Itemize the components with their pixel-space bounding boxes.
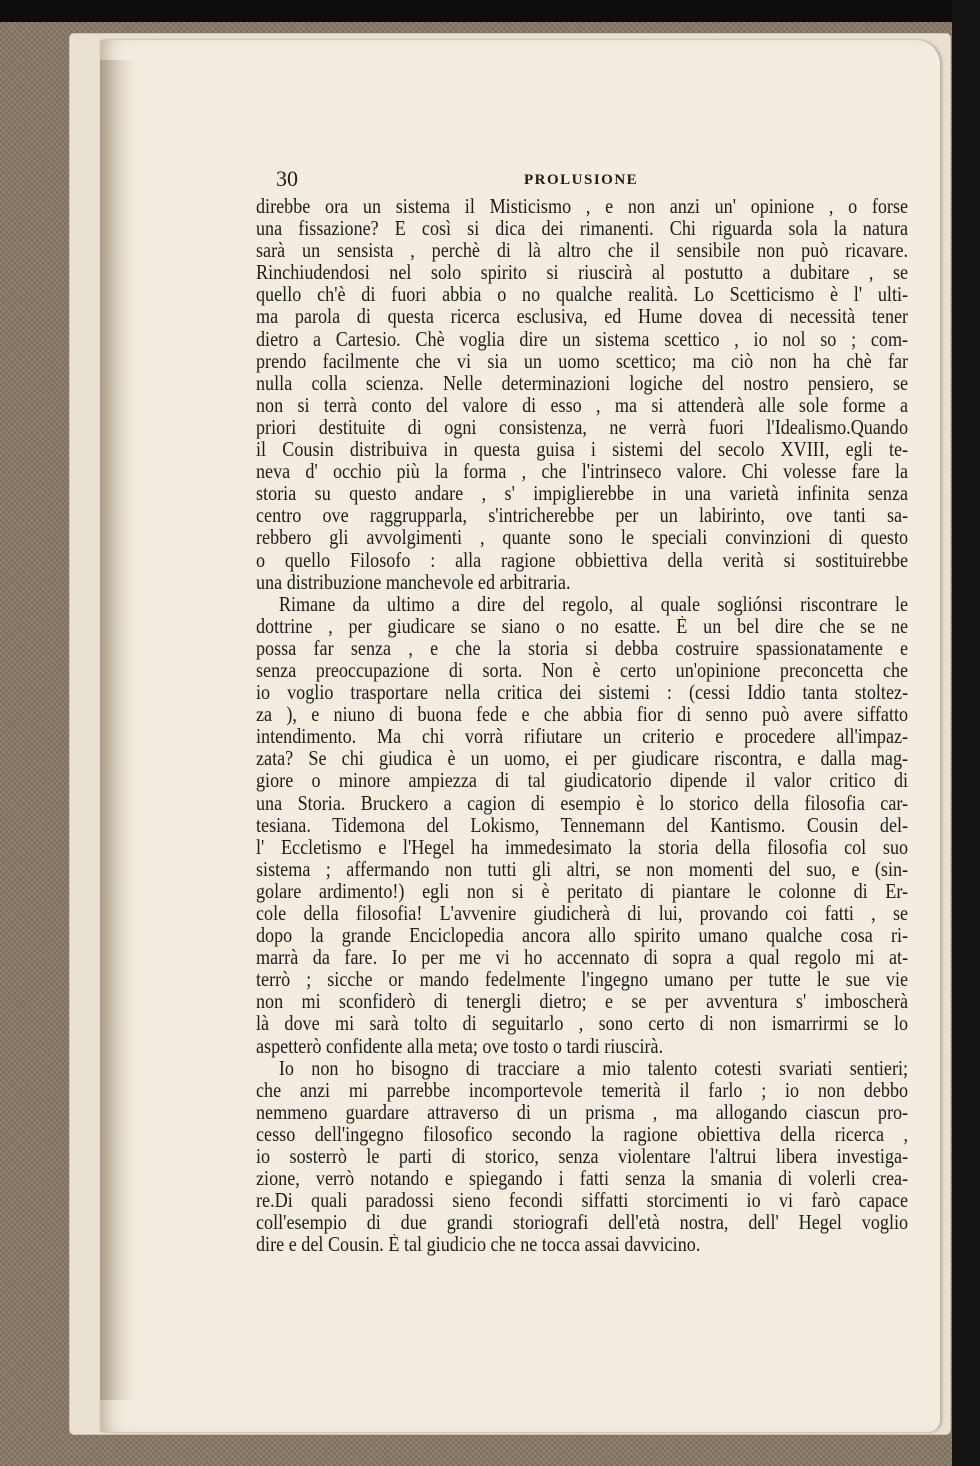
text-line: quello ch'è di fuori abbia o no qualche realità. Lo Scetticismo è l' ulti- <box>256 284 909 307</box>
text-line: dottrine , per giudicare se siano o no esatte. È un bel dire che se ne <box>256 615 909 638</box>
text-line: priori destituite di ogni consistenza, ne verrà fuori l'Idealismo.Quando <box>256 416 909 439</box>
text-line: zata? Se chi giudica è un uomo, ei per giudicare riscontra, e dalla mag- <box>256 748 909 771</box>
text-line: nulla colla scienza. Nelle determinazioni logiche del nostro pensiero, se <box>256 372 909 395</box>
text-line: za ), e niuno di buona fede e che abbia fior di senno può avere siffatto <box>256 704 909 727</box>
text-line: una fissazione? E così si dica dei rimanenti. Chi riguarda sola la natura <box>256 218 909 241</box>
text-line: non si terrà conto del valore di esso , ma si attenderà alle sole forme a <box>256 394 909 417</box>
text-line: io sosterrò le parti di storico, senza violentare l'altrui libera investiga- <box>256 1146 909 1169</box>
text-line: marrà da fare. Io per me vi ho accennato di sopra a qual regolo mi at- <box>256 947 909 970</box>
text-line: giore o minore ampiezza di tal giudicatorio dipende il valor critico di <box>256 770 909 793</box>
text-line: direbbe ora un sistema il Misticismo , e non anzi un' opinione , o forse <box>256 196 909 218</box>
running-title: PROLUSIONE <box>524 172 639 188</box>
text-line: Rinchiudendosi nel solo spirito si riuscirà al postutto a dubitare , se <box>256 262 909 285</box>
body-text <box>256 196 909 1257</box>
text-line: centro ove raggrupparla, s'intricherebbe per un labirinto, ove tanti sa- <box>256 505 909 528</box>
text-line: il Cousin distribuiva in questa guisa i sistemi del secolo XVIII, egli te- <box>256 439 909 462</box>
text-line: dopo la grande Enciclopedia ancora allo spirito umano qualche cosa ri- <box>256 925 909 948</box>
text-line: dietro a Cartesio. Chè voglia dire un sistema scettico , io nol so ; com- <box>256 328 909 351</box>
text-line: zione, verrò notando e spiegando i fatti senza la smania di volerli crea- <box>256 1168 909 1191</box>
text-line: storia su questo andare , s' impiglierebbe in una varietà infinita senza <box>256 483 909 506</box>
text-line: ma parola di questa ricerca esclusiva, ed Hume dovea di necessità tener <box>256 306 909 329</box>
text-line: l' Eccletismo e l'Hegel ha immedesimato la storia della filosofia col suo <box>256 836 909 859</box>
text-line: Io non ho bisogno di tracciare a mio talento cotesti svariati sentieri; <box>278 1057 909 1080</box>
page-gutter-shadow <box>100 60 136 1400</box>
text-line: nemmeno guardare attraverso di un prisma , ma allogando ciascun pro- <box>256 1101 909 1124</box>
text-line: possa far senza , e che la storia si debba costruire spassionatamente e <box>256 637 909 660</box>
text-line: io voglio trasportare nella critica dei sistemi : (cessi Iddio tanta stoltez- <box>256 682 909 705</box>
page-header <box>258 166 908 194</box>
text-line: una distribuzione manchevole ed arbitraria. <box>256 571 571 594</box>
text-line: prendo facilmente che vi sia un uomo scettico; ma ciò non ha chè far <box>256 350 909 373</box>
text-line: re.Di quali paradossi sieno fecondi siffatti storcimenti io vi farò capace <box>256 1190 909 1213</box>
text-line: golare ardimento!) egli non si è peritato di piantare le colonne di Er- <box>256 880 909 903</box>
text-line: tesiana. Tidemona del Lokismo, Tennemann del Kantismo. Cousin del- <box>256 814 909 837</box>
text-line: aspetterò confidente alla meta; ove tosto o tardi riuscirà. <box>256 1035 664 1058</box>
text-line: intendimento. Ma chi vorrà rifiutare un criterio e procedere all'impaz- <box>256 726 909 749</box>
text-line: che anzi mi parrebbe incomportevole temerità il farlo ; io non debbo <box>256 1079 909 1102</box>
text-line: dire e del Cousin. È tal giudicio che ne tocca assai davvicino. <box>256 1234 701 1257</box>
text-line: senza preoccupazione di sorta. Non è certo un'opinione preconcetta che <box>256 659 909 682</box>
page-number: 30 <box>276 166 298 191</box>
text-line: una Storia. Bruckero a cagion di esempio è lo storico della filosofia car- <box>256 792 909 815</box>
text-line: non mi sconfiderò di tenergli dietro; e se per avventura s' imboscherà <box>256 991 909 1014</box>
text-line: sistema ; affermando non tutti gli altri, se non momenti del suo, e (sin- <box>256 858 909 881</box>
text-line: coll'esempio di due grandi storiografi dell'età nostra, dell' Hegel voglio <box>256 1212 909 1235</box>
text-line: o quello Filosofo : alla ragione obbiettiva della verità si sostituirebbe <box>256 549 909 572</box>
text-line: Rimane da ultimo a dire del regolo, al quale sogliónsi riscontrare le <box>278 593 909 616</box>
background-right <box>952 0 980 1466</box>
text-line: neva d' occhio più la forma , che l'intrinseco valore. Chi volesse fare la <box>256 461 909 484</box>
background-top <box>0 0 980 22</box>
text-line: terrò ; sicche or mando fedelmente l'ingegno umano per tutte le sue vie <box>256 969 909 992</box>
text-line: sarà un sensista , perchè di là altro che il sensibile non può ricavare. <box>256 240 909 263</box>
text-line: là dove mi sarà tolto di seguitarlo , sono certo di non ismarrirmi se lo <box>256 1013 909 1036</box>
text-line: rebbero gli avvolgimenti , quante sono le speciali convinzioni di questo <box>256 527 909 550</box>
text-line: cesso dell'ingegno filosofico secondo la ragione obiettiva della ricerca , <box>256 1123 909 1146</box>
text-line: cole della filosofia! L'avvenire giudicherà di lui, provando coi fatti , se <box>256 903 909 925</box>
